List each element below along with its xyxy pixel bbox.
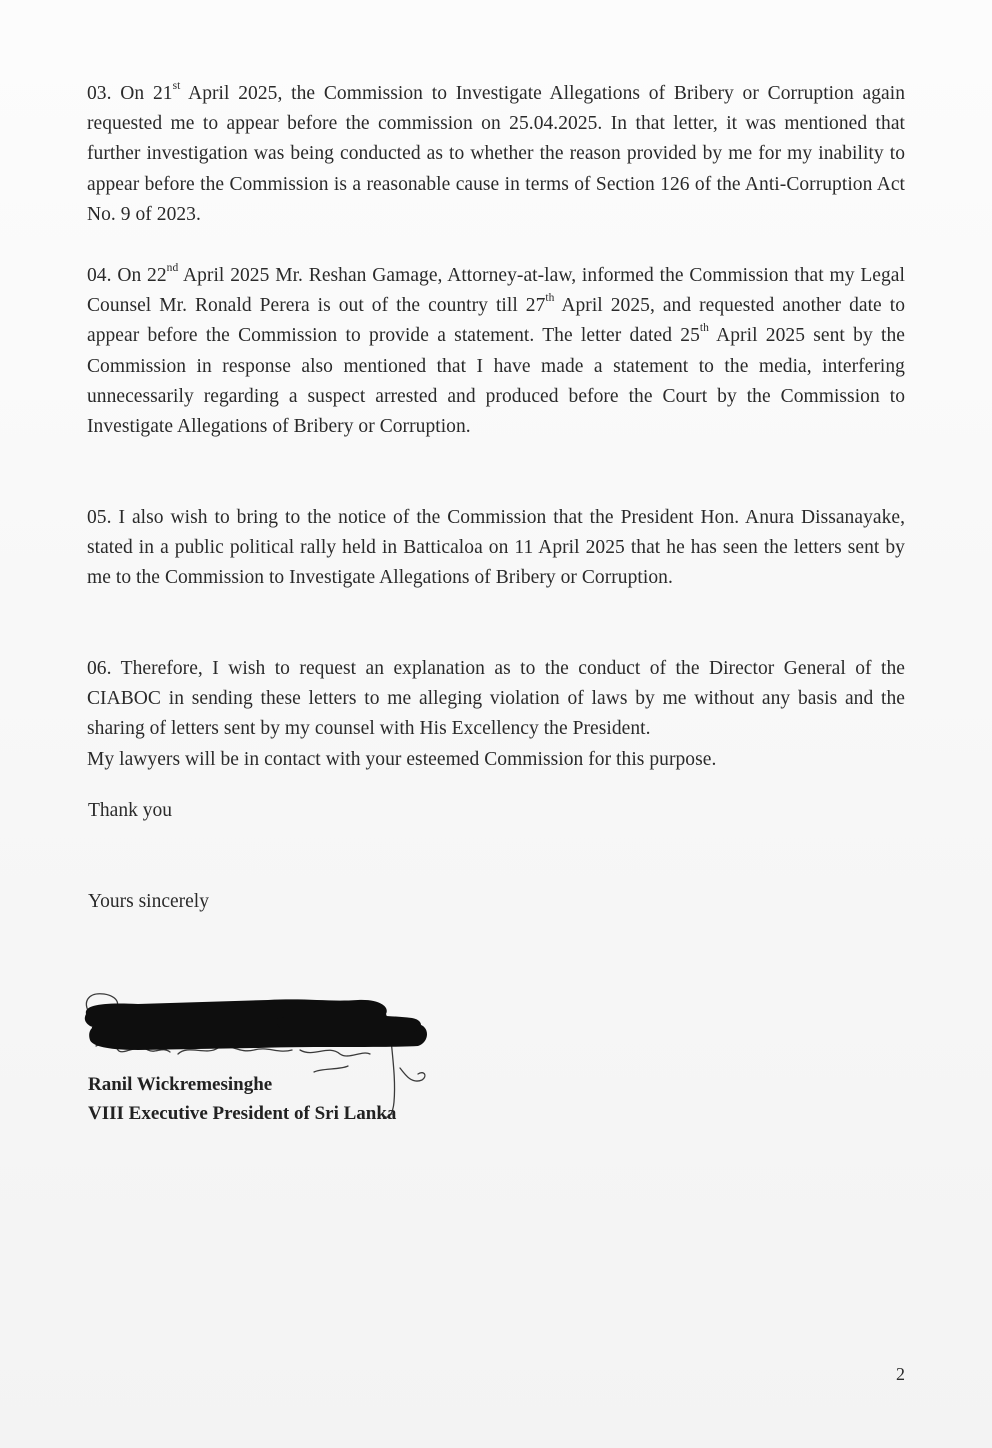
paragraph-text: My lawyers will be in contact with your esteemed Commission for this purpose.	[87, 748, 717, 770]
paragraph-text: 06. Therefore, I wish to request an explanation as to the conduct of the Director General of the CIABOC in sending these letters to me alleging violation of laws by me without any basis and the sharing of letters sent by my counsel with His Excellency the President.	[87, 658, 905, 740]
ordinal-suffix: th	[699, 322, 709, 335]
signatory-name: Ranil Wickremesinghe	[88, 1074, 273, 1095]
paragraph-03	[87, 79, 905, 230]
paragraph-text: April 2025, the Commission to Investigate Allegations of Bribery or Corruption again requested me to appear before the commission on 25.04.2025. In that letter, it was mentioned that further investigation was being conducted as to whether the reason provided by me for my inability to appear before the Commission is a reasonable cause in terms of Section 126 of the Anti-Corruption Act No. 9 of 2023.	[87, 83, 905, 225]
paragraph-text: 04. On 22	[87, 265, 167, 286]
paragraph-text: April 2025 sent by the Commission in response also mentioned that I have made a statement to the media, interfering unnecessarily regarding a suspect arrested and produced before the Court by the Commission to Investigate Allegations of Bribery or Corruption.	[87, 325, 905, 438]
paragraph-text: 05. I also wish to bring to the notice of the Commission that the President Hon. Anura Dissanayake, stated in a public political rally held in Batticaloa on 11 April 2025 that he has seen the letters sent by me to the Commission to Investigate Allegations of Bribery or Corruption.	[87, 507, 905, 589]
redaction-marks	[85, 999, 427, 1050]
paragraph-05	[87, 503, 905, 594]
ordinal-suffix: th	[545, 291, 555, 304]
paragraph-04	[87, 261, 905, 442]
page-number: 2	[896, 1364, 905, 1384]
ordinal-suffix: nd	[166, 261, 179, 274]
paragraph-text: April 2025, and requested another date to appear before the Commission to provide a statement. The letter dated 25	[87, 295, 905, 347]
paragraph-06	[87, 654, 905, 775]
closing-thanks: Thank you	[88, 800, 172, 821]
paragraph-text: April 2025 Mr. Reshan Gamage, Attorney-at-law, informed the Commission that my Legal Counsel Mr. Ronald Perera is out of the country till 27	[87, 265, 905, 317]
paragraph-text: 03. On 21	[87, 83, 173, 104]
ordinal-suffix: st	[172, 79, 181, 92]
closing-valediction: Yours sincerely	[88, 891, 209, 912]
signatory-title: VIII Executive President of Sri Lanka	[88, 1103, 397, 1124]
